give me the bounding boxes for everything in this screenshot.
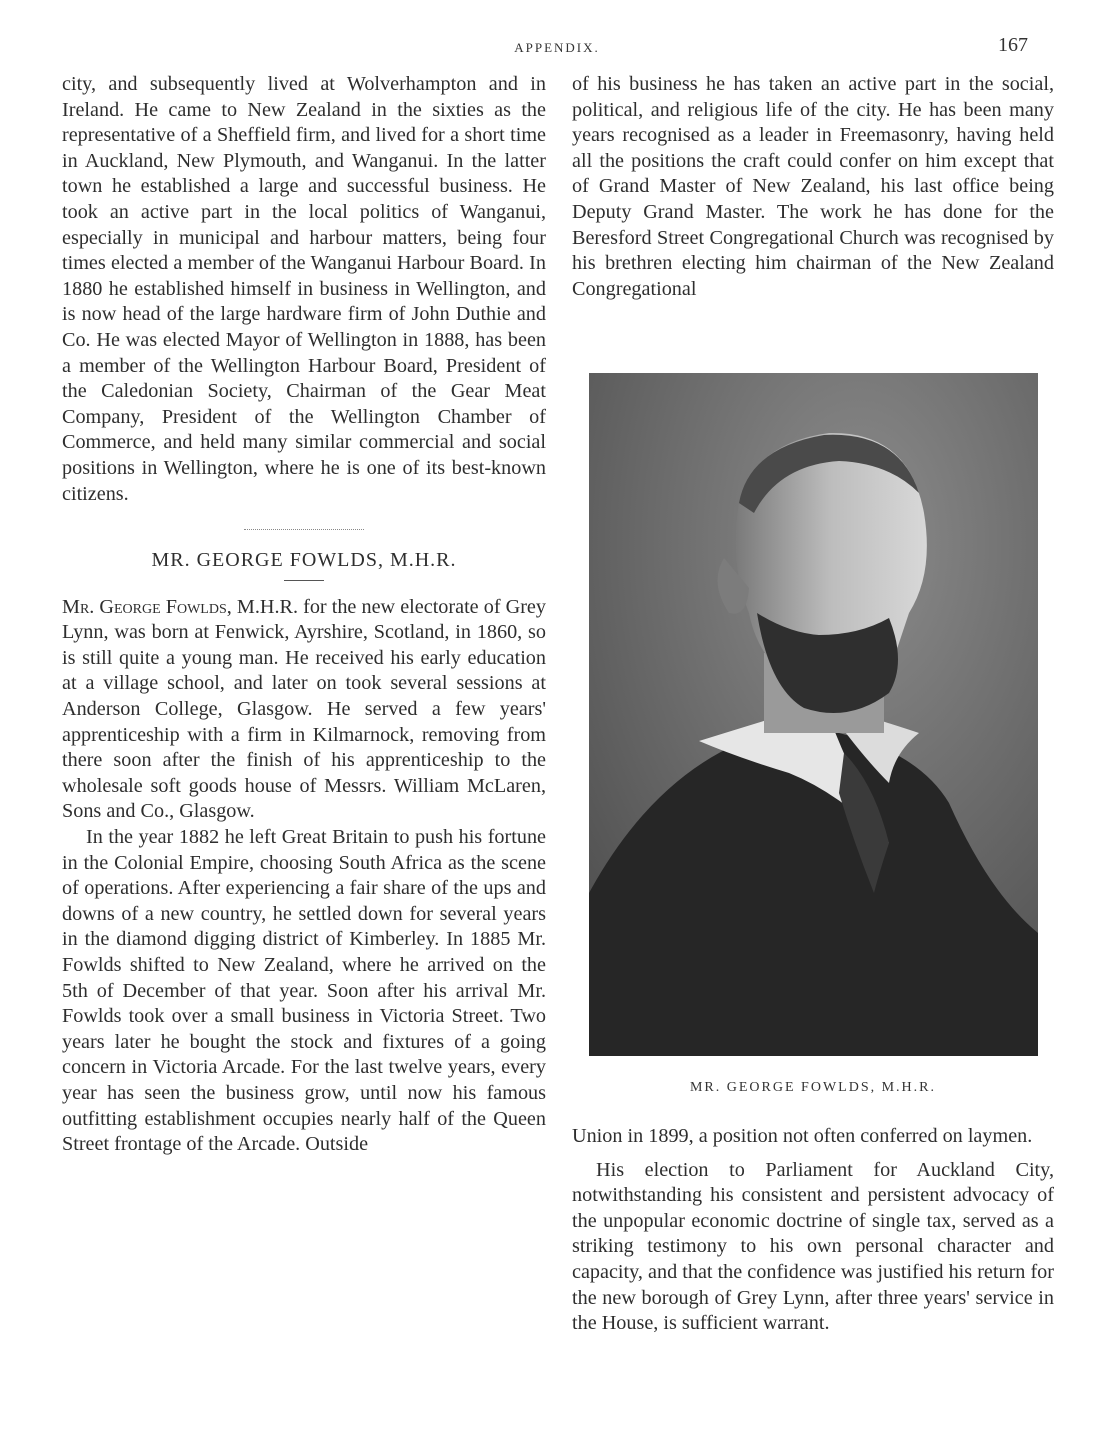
right-column-bottom — [572, 1124, 1054, 1337]
paragraph-congregational-union: Union in 1899, a position not often conferred on laymen. — [572, 1125, 1033, 1147]
portrait-caption: MR. GEORGE FOWLDS, M.H.R. — [689, 1080, 936, 1095]
paragraph-fowlds-career: In the year 1882 he left Great Britain to push his fortune in the Colonial Empire, choosing South Africa as the scene of operations. After experiencing a fair share of the ups and downs of a new country, he settled down for several years in the diamond digging district of Kimberley. In 1885 Mr. Fowlds shifted to New Zealand, where he arrived on the 5th of December of that year. Soon after his arrival Mr. Fowlds took over a small business in Victoria Street. Two years later he bought the stock and fixtures of a going concern in Victoria Arcade. For the last twelve years, every year has seen the business grow, until now his famous outfitting establishment occupies nearly half of the Queen Street frontage of the Arcade. Outside — [62, 826, 546, 1156]
paragraph-text: M.H.R. for the new electorate of Grey Lynn, was born at Fenwick, Ayrshire, Scotland, in 1860, so is still quite a young man. He received his early education at a village school, and later on took several sessions at Anderson College, Glasgow. He served a few years' apprenticeship with a firm in Kilmarnock, removing from there soon after the finish of his apprenticeship to the wholesale soft goods house of Messrs. William McLaren, Sons and Co., Glasgow. — [62, 595, 546, 823]
portrait-illustration — [589, 373, 1038, 1056]
portrait-photo — [589, 373, 1038, 1056]
paragraph-duthie-bio: city, and subsequently lived at Wolverhampton and in Ireland. He came to New Zealand in the sixties as the representative of a Sheffield firm, and lived for a short time in Auckland, New Plymouth, and Wanganui. In the latter town he established a large and successful business. He took an active part in the local politics of Wanganui, especially in municipal and harbour matters, being four times elected a member of the Wanganui Harbour Board. In 1880 he established himself in business in Wellington, and is now head of the large hardware firm of John Duthie and Co. He was elected Mayor of Wellington in 1888, has been a member of the Wellington Harbour Board, President of the Caledonian Society, Chairman of the Gear Meat Company, President of the Wellington Chamber of Commerce, and held many similar commercial and social positions in Wellington, where he is one of its best-known citizens. — [62, 73, 546, 505]
title-underline — [284, 580, 324, 581]
page-number: 167 — [998, 34, 1028, 56]
section-title: MR. GEORGE FOWLDS, M.H.R. — [151, 549, 457, 572]
running-header: APPENDIX. — [514, 40, 600, 55]
right-column-top — [572, 72, 1054, 302]
lead-name: Mr. George Fowlds, — [62, 595, 232, 618]
paragraph-fowlds-early-life — [62, 595, 546, 825]
section-divider — [244, 529, 364, 530]
left-column — [62, 72, 546, 1158]
paragraph-fowlds-public-life: of his business he has taken an active part in the social, political, and religious life of the city. He has been many years recognised as a leader in Freemasonry, having held all the positions the craft could confer on him except that of Grand Master of New Zealand, his last office being Deputy Grand Master. The work he has done for the Beresford Street Congregational Church was recognised by his brethren electing him chairman of the New Zealand Congregational — [572, 73, 1054, 300]
paragraph-parliament-election: His election to Parliament for Auckland City, notwithstanding his consistent and persistent advocacy of the unpopular economic doctrine of single tax, served as a striking testimony to his own personal character and capacity, and that the confidence was justified his return for the new borough of Grey Lynn, after three years' service in the House, is sufficient warrant. — [572, 1158, 1054, 1335]
